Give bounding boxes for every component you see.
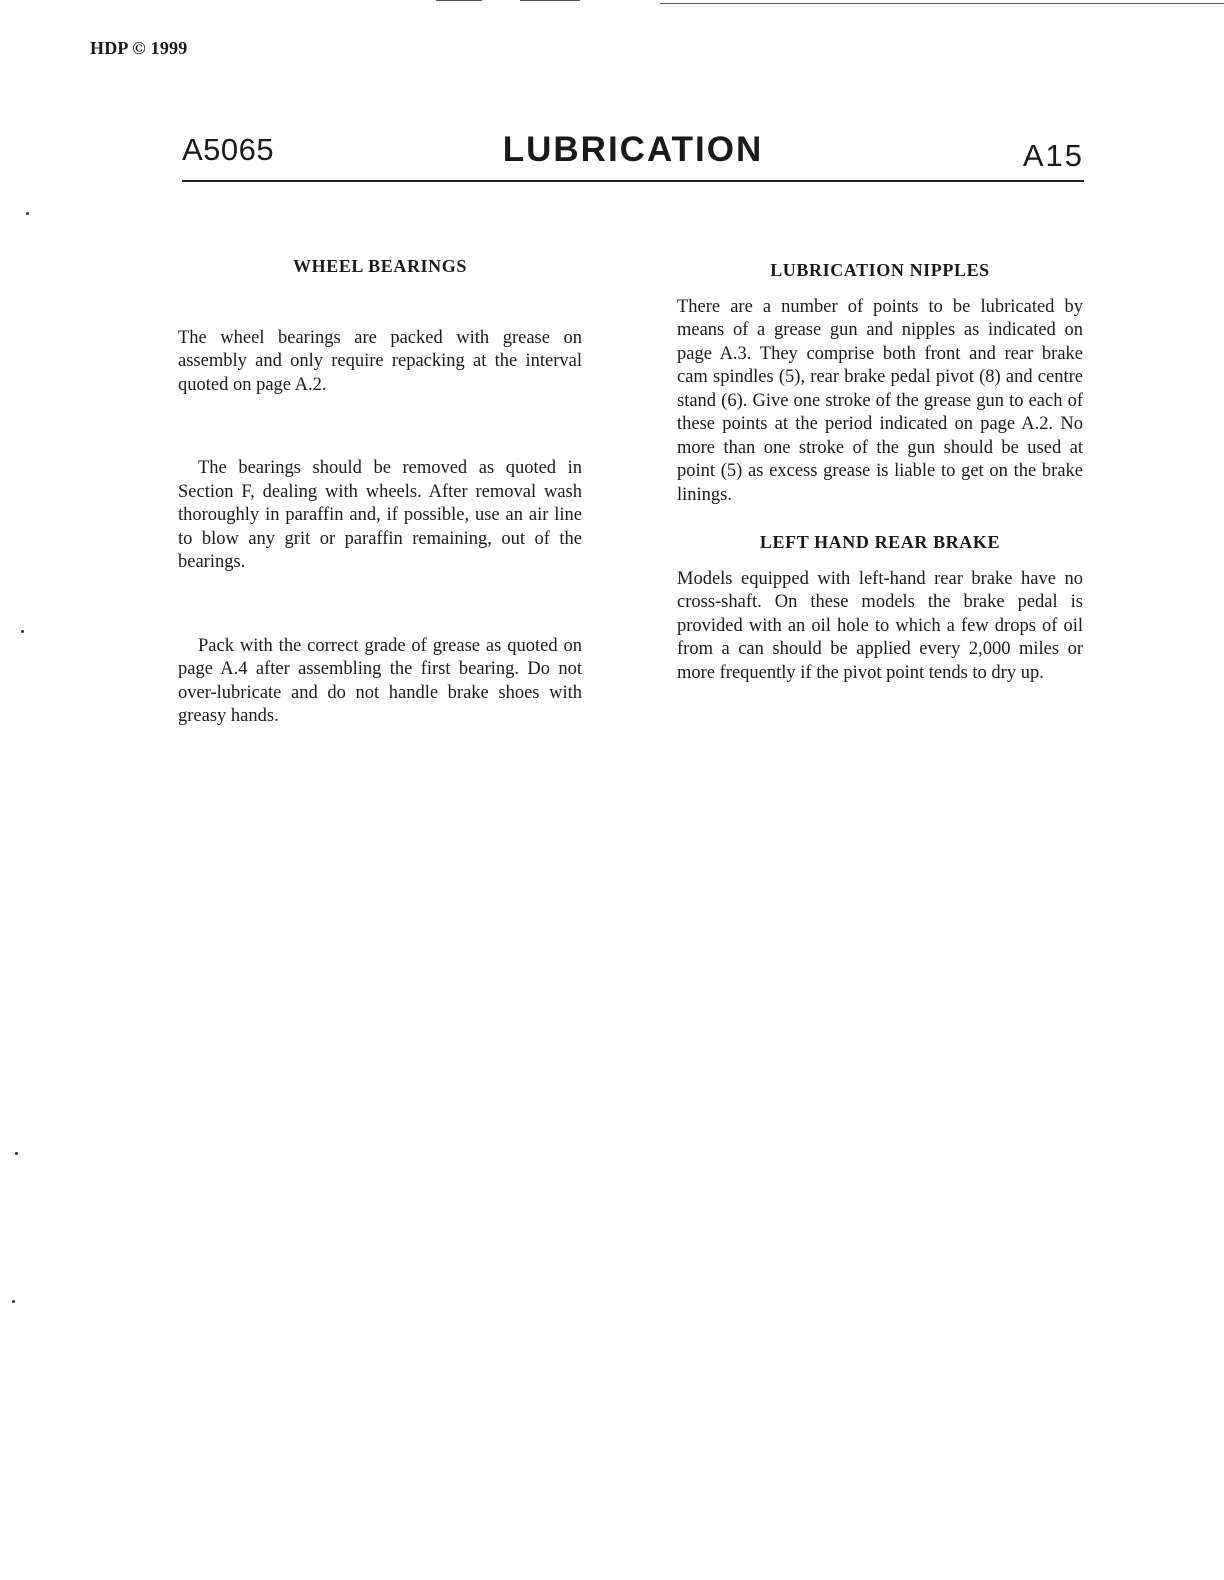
copyright-notice: HDP © 1999	[90, 38, 188, 58]
scan-edge-line	[436, 0, 482, 1]
section-heading-wheel-bearings: WHEEL BEARINGS	[293, 256, 467, 276]
paragraph: Models equipped with left-hand rear brake have no cross-shaft. On these models the brake pedal is provided with an oil hole to which a few drops of oil from a can should be applied every 2,000 miles or more frequently if the pivot point tends to dry up.	[677, 568, 1083, 683]
right-column	[677, 259, 1083, 685]
page-header	[182, 130, 1084, 180]
scan-edge-line	[660, 3, 1224, 4]
scan-edge-line	[520, 0, 580, 1]
page-number: A15	[1022, 138, 1084, 173]
paragraph: The wheel bearings are packed with grease on assembly and only require repacking at the interval quoted on page A.2.	[178, 327, 582, 395]
paragraph: The bearings should be removed as quoted in Section F, dealing with wheels. After removal wash thoroughly in paraffin and, if possible, use an air line to blow any grit or paraffin remaining, out of the bearings.	[178, 458, 582, 572]
scan-speck	[15, 1152, 18, 1155]
scan-speck	[21, 630, 24, 633]
scan-speck	[26, 212, 29, 215]
paragraph: There are a number of points to be lubricated by means of a grease gun and nipples as indicated on page A.3. They comprise both front and rear brake cam spindles (5), rear brake pedal pivot (8) and centre stand (6). Give one stroke of the grease gun to each of these points at the period indicated on page A.2. No more than one stroke of the gun should be used at point (5) as excess grease is liable to get on the brake linings.	[677, 296, 1083, 505]
page-title: LUBRICATION	[502, 130, 764, 169]
manual-code: A5065	[182, 132, 275, 167]
paragraph: Pack with the correct grade of grease as quoted on page A.4 after assembling the first bearing. Do not over-lubricate and do not handle brake shoes with greasy hands.	[178, 635, 582, 726]
left-column	[178, 255, 582, 729]
section-heading-left-hand-rear-brake: LEFT HAND REAR BRAKE	[759, 532, 1001, 552]
section-heading-lubrication-nipples: LUBRICATION NIPPLES	[770, 260, 990, 280]
header-divider	[182, 180, 1084, 182]
scan-speck	[12, 1300, 15, 1303]
